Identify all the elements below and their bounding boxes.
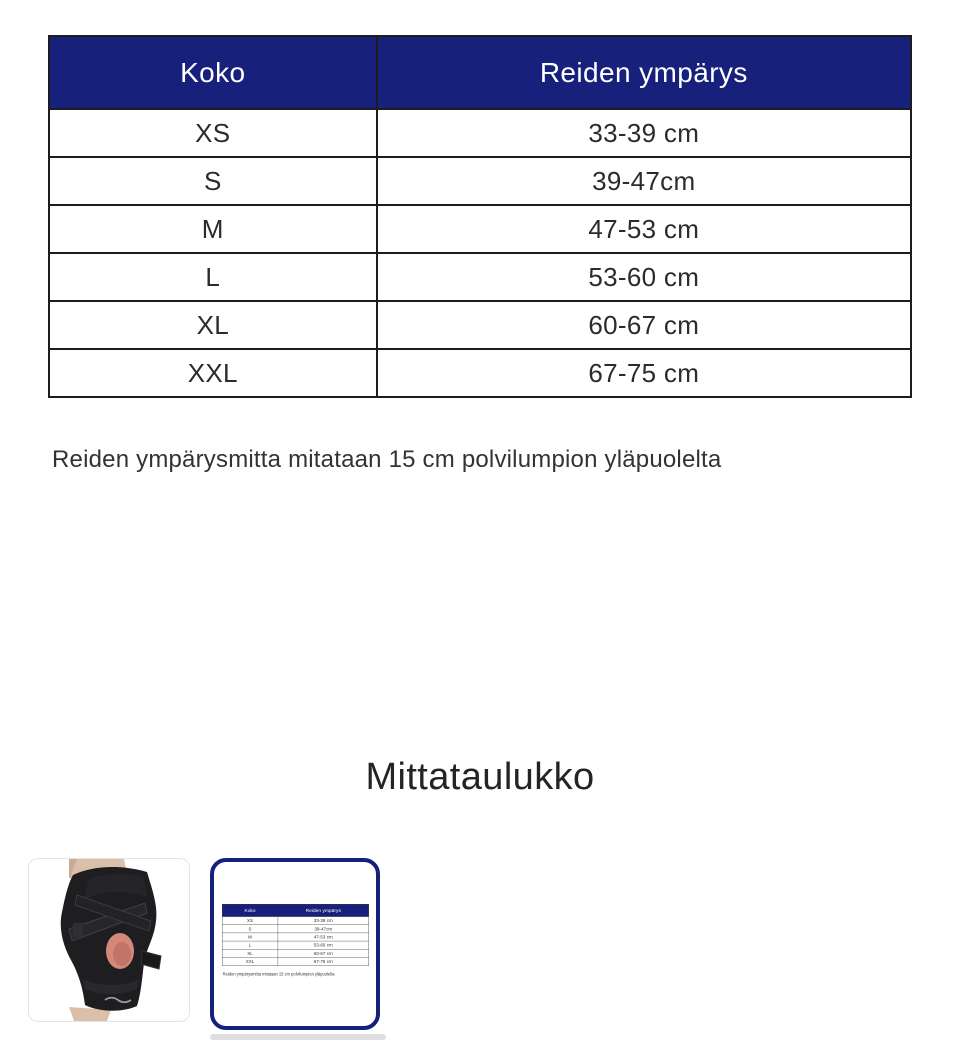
size-table-cell: XS — [49, 109, 377, 157]
mini-size-table-header-row — [222, 904, 369, 916]
size-table-cell: 39-47cm — [377, 157, 911, 205]
size-table-row — [49, 205, 911, 253]
size-table-row — [49, 157, 911, 205]
mini-size-table-body — [222, 917, 369, 966]
size-table-cell: L — [49, 253, 377, 301]
size-table-header-row — [49, 36, 911, 109]
mini-measurement-note: Reiden ympärysmitta mitataan 15 cm polvilumpion yläpuolelta — [222, 971, 335, 977]
size-table-cell: XL — [222, 949, 278, 957]
size-table-row — [222, 957, 369, 965]
size-table-cell: XL — [49, 301, 377, 349]
mini-chart-box — [222, 904, 372, 984]
size-table-cell: M — [49, 205, 377, 253]
size-table-cell: 47-53 cm — [377, 205, 911, 253]
size-table-cell: S — [222, 925, 278, 933]
section-heading: Mittataulukko — [365, 756, 595, 798]
knee-brace-image — [29, 859, 189, 1021]
size-table-row — [49, 253, 911, 301]
size-table-cell: 33-39 cm — [278, 917, 369, 925]
size-table-cell: 67-75 cm — [377, 349, 911, 397]
size-table-header-reiden-ymparys: Reiden ympärys — [377, 36, 911, 109]
thumbnail-gallery — [28, 858, 380, 1030]
size-table-row — [49, 349, 911, 397]
size-table-body — [49, 109, 911, 397]
size-table-cell: L — [222, 941, 278, 949]
size-table-cell: 60-67 cm — [377, 301, 911, 349]
size-table-cell: 67-75 cm — [278, 957, 369, 965]
size-table-section — [48, 35, 912, 398]
size-table-row — [222, 933, 369, 941]
mini-size-table — [222, 904, 369, 966]
measurement-note: Reiden ympärysmitta mitataan 15 cm polvilumpion yläpuolelta — [52, 446, 722, 473]
size-table-row — [222, 941, 369, 949]
size-table-row — [222, 925, 369, 933]
size-table-cell: 33-39 cm — [377, 109, 911, 157]
size-table-row — [49, 109, 911, 157]
thumbnail-product-photo[interactable] — [28, 858, 190, 1022]
size-table-row — [222, 949, 369, 957]
mini-header-reiden-ymparys: Reiden ympärys — [278, 904, 369, 916]
size-table-cell: 53-60 cm — [377, 253, 911, 301]
size-table — [48, 35, 912, 398]
size-table-cell: S — [49, 157, 377, 205]
size-table-cell: XXL — [49, 349, 377, 397]
size-table-cell: XXL — [222, 957, 278, 965]
size-table-cell: 39-47cm — [278, 925, 369, 933]
thumbnail-size-chart[interactable] — [210, 858, 380, 1030]
size-table-cell: M — [222, 933, 278, 941]
thumbnail-shadow — [210, 1034, 386, 1040]
size-table-cell: 47-53 cm — [278, 933, 369, 941]
size-table-cell: XS — [222, 917, 278, 925]
size-table-row — [222, 917, 369, 925]
size-table-cell: 53-60 cm — [278, 941, 369, 949]
size-table-header-koko: Koko — [49, 36, 377, 109]
mini-header-koko: Koko — [222, 904, 278, 916]
size-table-row — [49, 301, 911, 349]
patella-shade — [113, 942, 131, 966]
strap-buckle — [73, 923, 83, 937]
size-table-cell: 60-67 cm — [278, 949, 369, 957]
side-strap-tab — [141, 951, 161, 969]
